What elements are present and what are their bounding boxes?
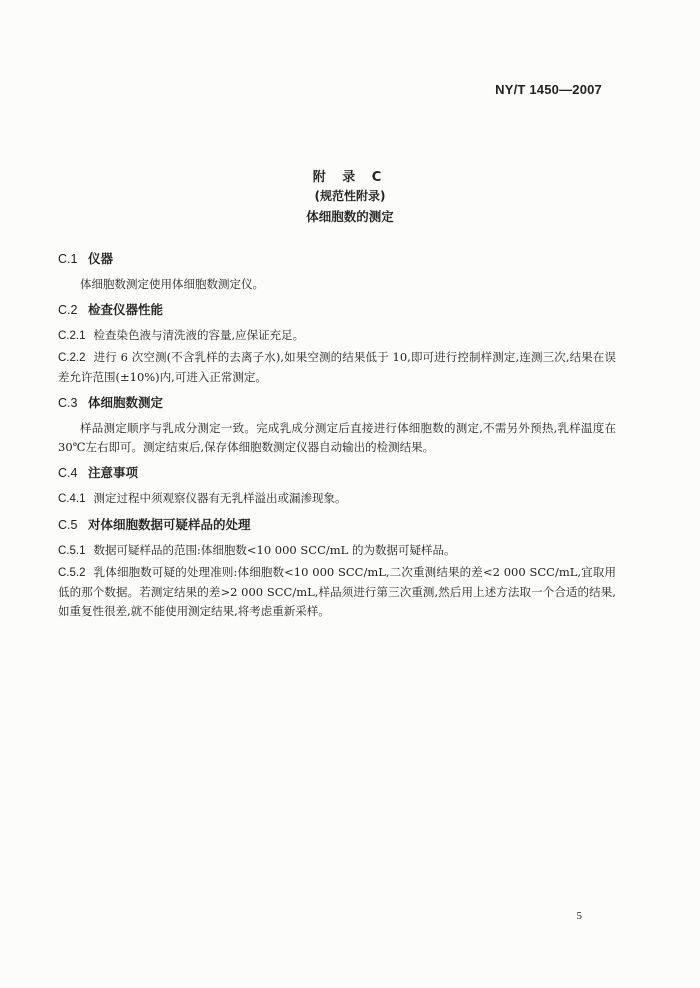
section-title: 仪器 (88, 251, 114, 266)
section-title: 注意事项 (88, 465, 139, 480)
section-heading-c4 (58, 463, 616, 483)
section-number: C.2 (58, 303, 78, 317)
section-number: C.4 (58, 466, 78, 480)
clause-text: 进行 6 次空测(不含乳样的去离子水),如果空测的结果低于 10,即可进行控制样测定,连测三次,结果在误差允许范围(±10%)内,可进入正常测定。 (58, 350, 616, 384)
clause-number: C.5.1 (58, 545, 86, 557)
clause-text: 乳体细胞数可疑的处理准则:体细胞数<10 000 SCC/mL,二次重测结果的差<2 000 SCC/mL,宜取用低的那个数据。若测定结果的差>2 000 SCC/mL,样品须进行第三次重测,然后用上述方法取一个合适的结果,如重复性很差,就不能使用测定结果,将考虑重新采样。 (58, 565, 616, 618)
paragraph-c1: 体细胞数测定使用体细胞数测定仪。 (80, 277, 264, 291)
appendix-title: 附 录 C (312, 170, 388, 185)
section-heading-c5 (58, 515, 616, 535)
appendix-name: 体细胞数的测定 (306, 209, 394, 224)
section-number: C.3 (58, 396, 78, 410)
clause-text: 测定过程中须观察仪器有无乳样溢出或漏渗现象。 (93, 491, 347, 505)
paragraph-c2-1 (58, 326, 616, 346)
paragraph-c2-2 (58, 348, 616, 387)
section-number: C.5 (58, 518, 78, 532)
section-heading-c3 (58, 393, 616, 413)
clause-text: 检查染色液与清洗液的容量,应保证充足。 (93, 328, 305, 342)
section-number: C.1 (58, 252, 78, 266)
clause-number: C.2.2 (58, 352, 86, 364)
paragraph-c5-2 (58, 563, 616, 621)
document-body (58, 243, 616, 623)
section-heading-c1 (58, 249, 616, 269)
section-title: 检查仪器性能 (88, 302, 164, 317)
section-title: 对体细胞数据可疑样品的处理 (88, 517, 251, 532)
appendix-type: (规范性附录) (314, 189, 386, 203)
standard-code: NY/T 1450—2007 (495, 82, 602, 97)
section-title: 体细胞数测定 (88, 395, 164, 410)
section-heading-c2 (58, 300, 616, 320)
page-number: 5 (576, 910, 582, 922)
paragraph-c4-1 (58, 489, 616, 509)
clause-text: 数据可疑样品的范围:体细胞数<10 000 SCC/mL 的为数据可疑样品。 (93, 543, 456, 557)
clause-number: C.4.1 (58, 493, 86, 505)
paragraph-c3: 样品测定顺序与乳成分测定一致。完成乳成分测定后直接进行体细胞数的测定,不需另外预热,乳样温度在 30℃左右即可。测定结束后,保存体细胞数测定仪器自动输出的检测结果。 (58, 421, 616, 454)
clause-number: C.2.1 (58, 330, 86, 342)
clause-number: C.5.2 (58, 567, 86, 579)
paragraph-c5-1 (58, 541, 616, 561)
